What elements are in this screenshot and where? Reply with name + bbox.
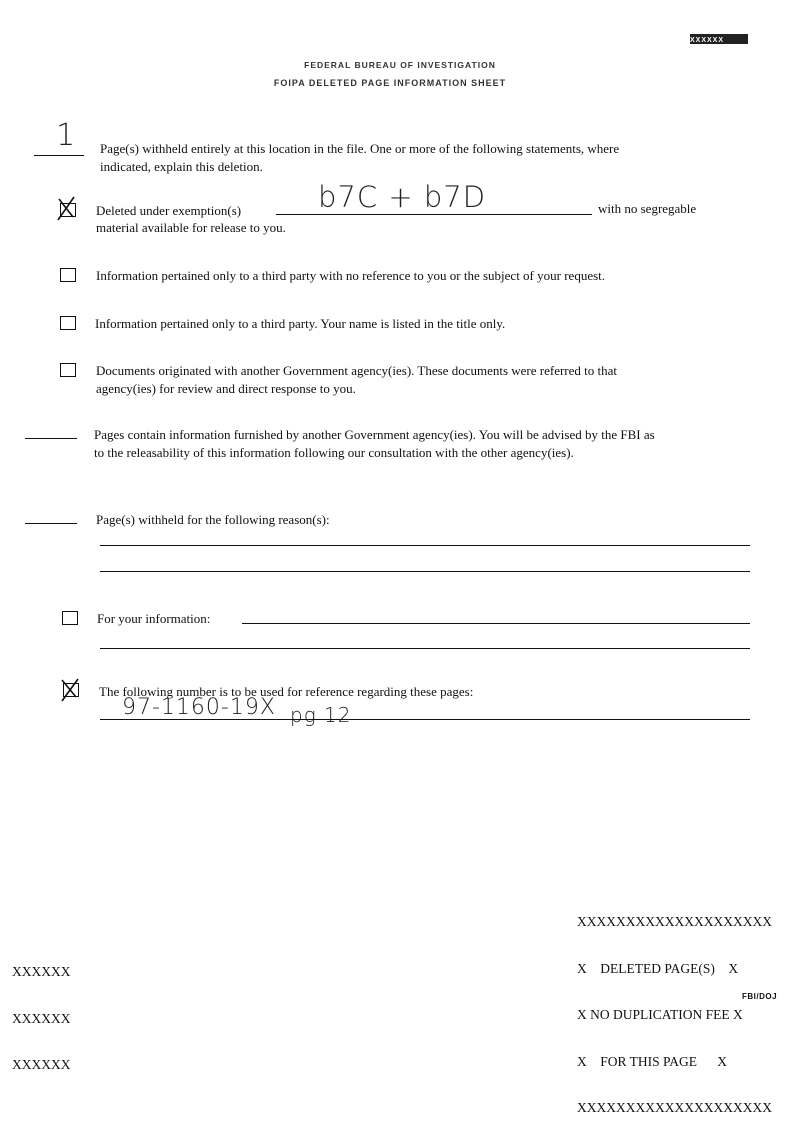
reasons-line-2 — [100, 571, 750, 572]
exemption-line — [276, 214, 592, 215]
reference-label: The following number is to be used for reference regarding these pages: — [99, 684, 474, 699]
exemption-line2: material available for release to you. — [96, 220, 286, 235]
fyi-line-1 — [242, 623, 750, 624]
pages-withheld-statement: Page(s) withheld entirely at this location in the file. One or more of the following statements, where indicated, explain this deletion. — [100, 141, 620, 174]
other-agency-checkbox[interactable] — [60, 363, 76, 377]
third-party-title-text: Information pertained only to a third party. Your name is listed in the title only. — [95, 316, 506, 331]
reference-page-handwritten: pg 12 — [290, 703, 352, 727]
third-party-no-ref-text: Information pertained only to a third party with no reference to you or the subject of your request. — [96, 268, 606, 283]
check-x-icon — [56, 195, 78, 221]
reference-number-handwritten: 97-1160-19X — [122, 695, 276, 720]
footer-code: FBI/DOJ — [742, 992, 778, 1001]
reasons-label: Page(s) withheld for the following reason(s): — [96, 512, 330, 527]
left-x-marks: XXXXXX XXXXXX XXXXXX — [12, 964, 71, 1072]
check-x-icon — [59, 677, 81, 703]
consultation-line — [25, 438, 77, 439]
exemption-handwritten: b7C + b7D — [318, 180, 487, 214]
agency-header: FEDERAL BUREAU OF INVESTIGATION — [304, 60, 496, 70]
sheet-title: FOIPA DELETED PAGE INFORMATION SHEET — [273, 78, 507, 88]
page-count-handwritten: 1 — [56, 118, 77, 153]
reasons-line-1 — [100, 545, 750, 546]
other-agency-text: Documents originated with another Government agency(ies). These documents were referred to that agency(ies) for review and direct response to you. — [96, 363, 618, 396]
exemption-suffix: with no segregable — [598, 201, 697, 216]
consultation-text: Pages contain information furnished by another Government agency(ies). You will be advised by the FBI as to the releasability of this information following our consultation with the other agency(ies). — [94, 427, 655, 460]
reference-checkbox[interactable] — [63, 683, 79, 697]
fyi-label: For your information: — [97, 611, 211, 626]
third-party-no-ref-checkbox[interactable] — [60, 268, 76, 282]
reference-line — [100, 719, 750, 720]
fyi-checkbox[interactable] — [62, 611, 78, 625]
fyi-line-2 — [100, 648, 750, 649]
page-count-line — [34, 155, 84, 156]
deleted-page-stamp: XXXXXXXXXXXXXXXXXXXX X DELETED PAGE(S) X X NO DUPLICATION FEE X X FOR THIS PAGE X XXXXXXXXXXXXXXXXXXXX — [577, 914, 772, 1115]
reasons-count-line — [25, 523, 77, 524]
exemption-label: Deleted under exemption(s) — [96, 203, 242, 218]
corner-redaction-mark: XXXXXX — [690, 34, 748, 44]
third-party-title-checkbox[interactable] — [60, 316, 76, 330]
exemption-checkbox[interactable] — [60, 203, 76, 217]
